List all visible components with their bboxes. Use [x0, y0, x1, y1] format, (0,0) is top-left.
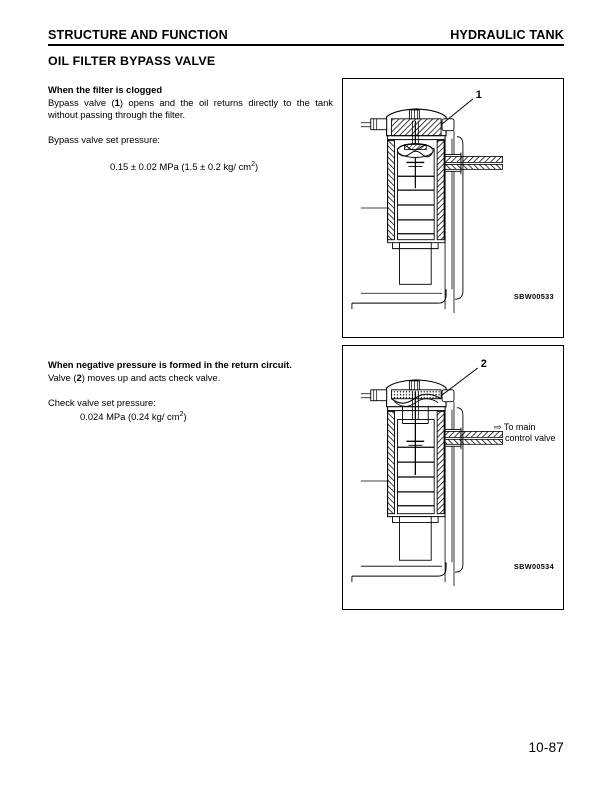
text-block-filter-clogged: [48, 84, 333, 173]
figure-2-annotation-to-main-control-valve: [494, 422, 556, 443]
spacer: [48, 384, 333, 397]
block-two-heading: When negative pressure is formed in the return circuit.: [48, 359, 292, 370]
block-two-part-ref: 2: [76, 372, 82, 384]
block-two-pressure-end: ): [183, 411, 187, 423]
text-block-negative-pressure: [48, 359, 333, 423]
block-one-part-ref: 1: [114, 97, 120, 109]
figure-2-callout-2: 2: [480, 358, 487, 371]
figure-bypass-valve-open: [342, 78, 564, 338]
block-one-pressure-main: 0.15 ± 0.02 MPa (1.5 ± 0.2 kg/ cm: [110, 160, 252, 172]
figure-1-callout-1: 1: [475, 89, 482, 101]
block-one-pressure-label: Bypass valve set pressure:: [48, 134, 161, 146]
page-header: [48, 28, 564, 46]
block-one-paragraph-prefix: Bypass valve (: [48, 97, 115, 109]
block-two-paragraph-suffix: ) moves up and acts check valve.: [81, 372, 221, 384]
block-one-pressure-end: ): [255, 160, 259, 172]
annotation-line-2: control valve: [505, 432, 556, 443]
block-one-paragraph: [48, 97, 333, 121]
block-one-paragraph-suffix: ) opens and the oil returns directly to the tank without passing through the filter.: [48, 97, 333, 121]
section-title: OIL FILTER BYPASS VALVE: [48, 54, 216, 68]
block-one-heading: When the filter is clogged: [48, 84, 163, 95]
block-one-pressure-sup: 2: [251, 160, 255, 168]
figure-2-caption: SBW00534: [513, 562, 554, 571]
block-one-pressure-value: [48, 159, 333, 173]
header-right-title: HYDRAULIC TANK: [450, 28, 564, 42]
figure-check-valve: [342, 345, 564, 610]
block-two-paragraph: [48, 372, 333, 384]
annotation-line-1: To main: [503, 422, 536, 432]
header-left-title: STRUCTURE AND FUNCTION: [48, 28, 228, 42]
spacer: [48, 146, 333, 159]
figure-1-caption: SBW00533: [513, 292, 554, 301]
block-two-pressure-main: 0.024 MPa (0.24 kg/ cm: [80, 411, 180, 423]
block-two-pressure-label: Check valve set pressure:: [48, 396, 156, 408]
block-two-pressure-sup: 2: [179, 411, 184, 419]
block-two-paragraph-prefix: Valve (: [48, 372, 77, 384]
spacer: [48, 122, 333, 135]
block-two-pressure-value: [48, 409, 333, 423]
annotation-arrow-icon: ⇨: [494, 422, 502, 432]
page-number: 10-87: [528, 740, 564, 755]
